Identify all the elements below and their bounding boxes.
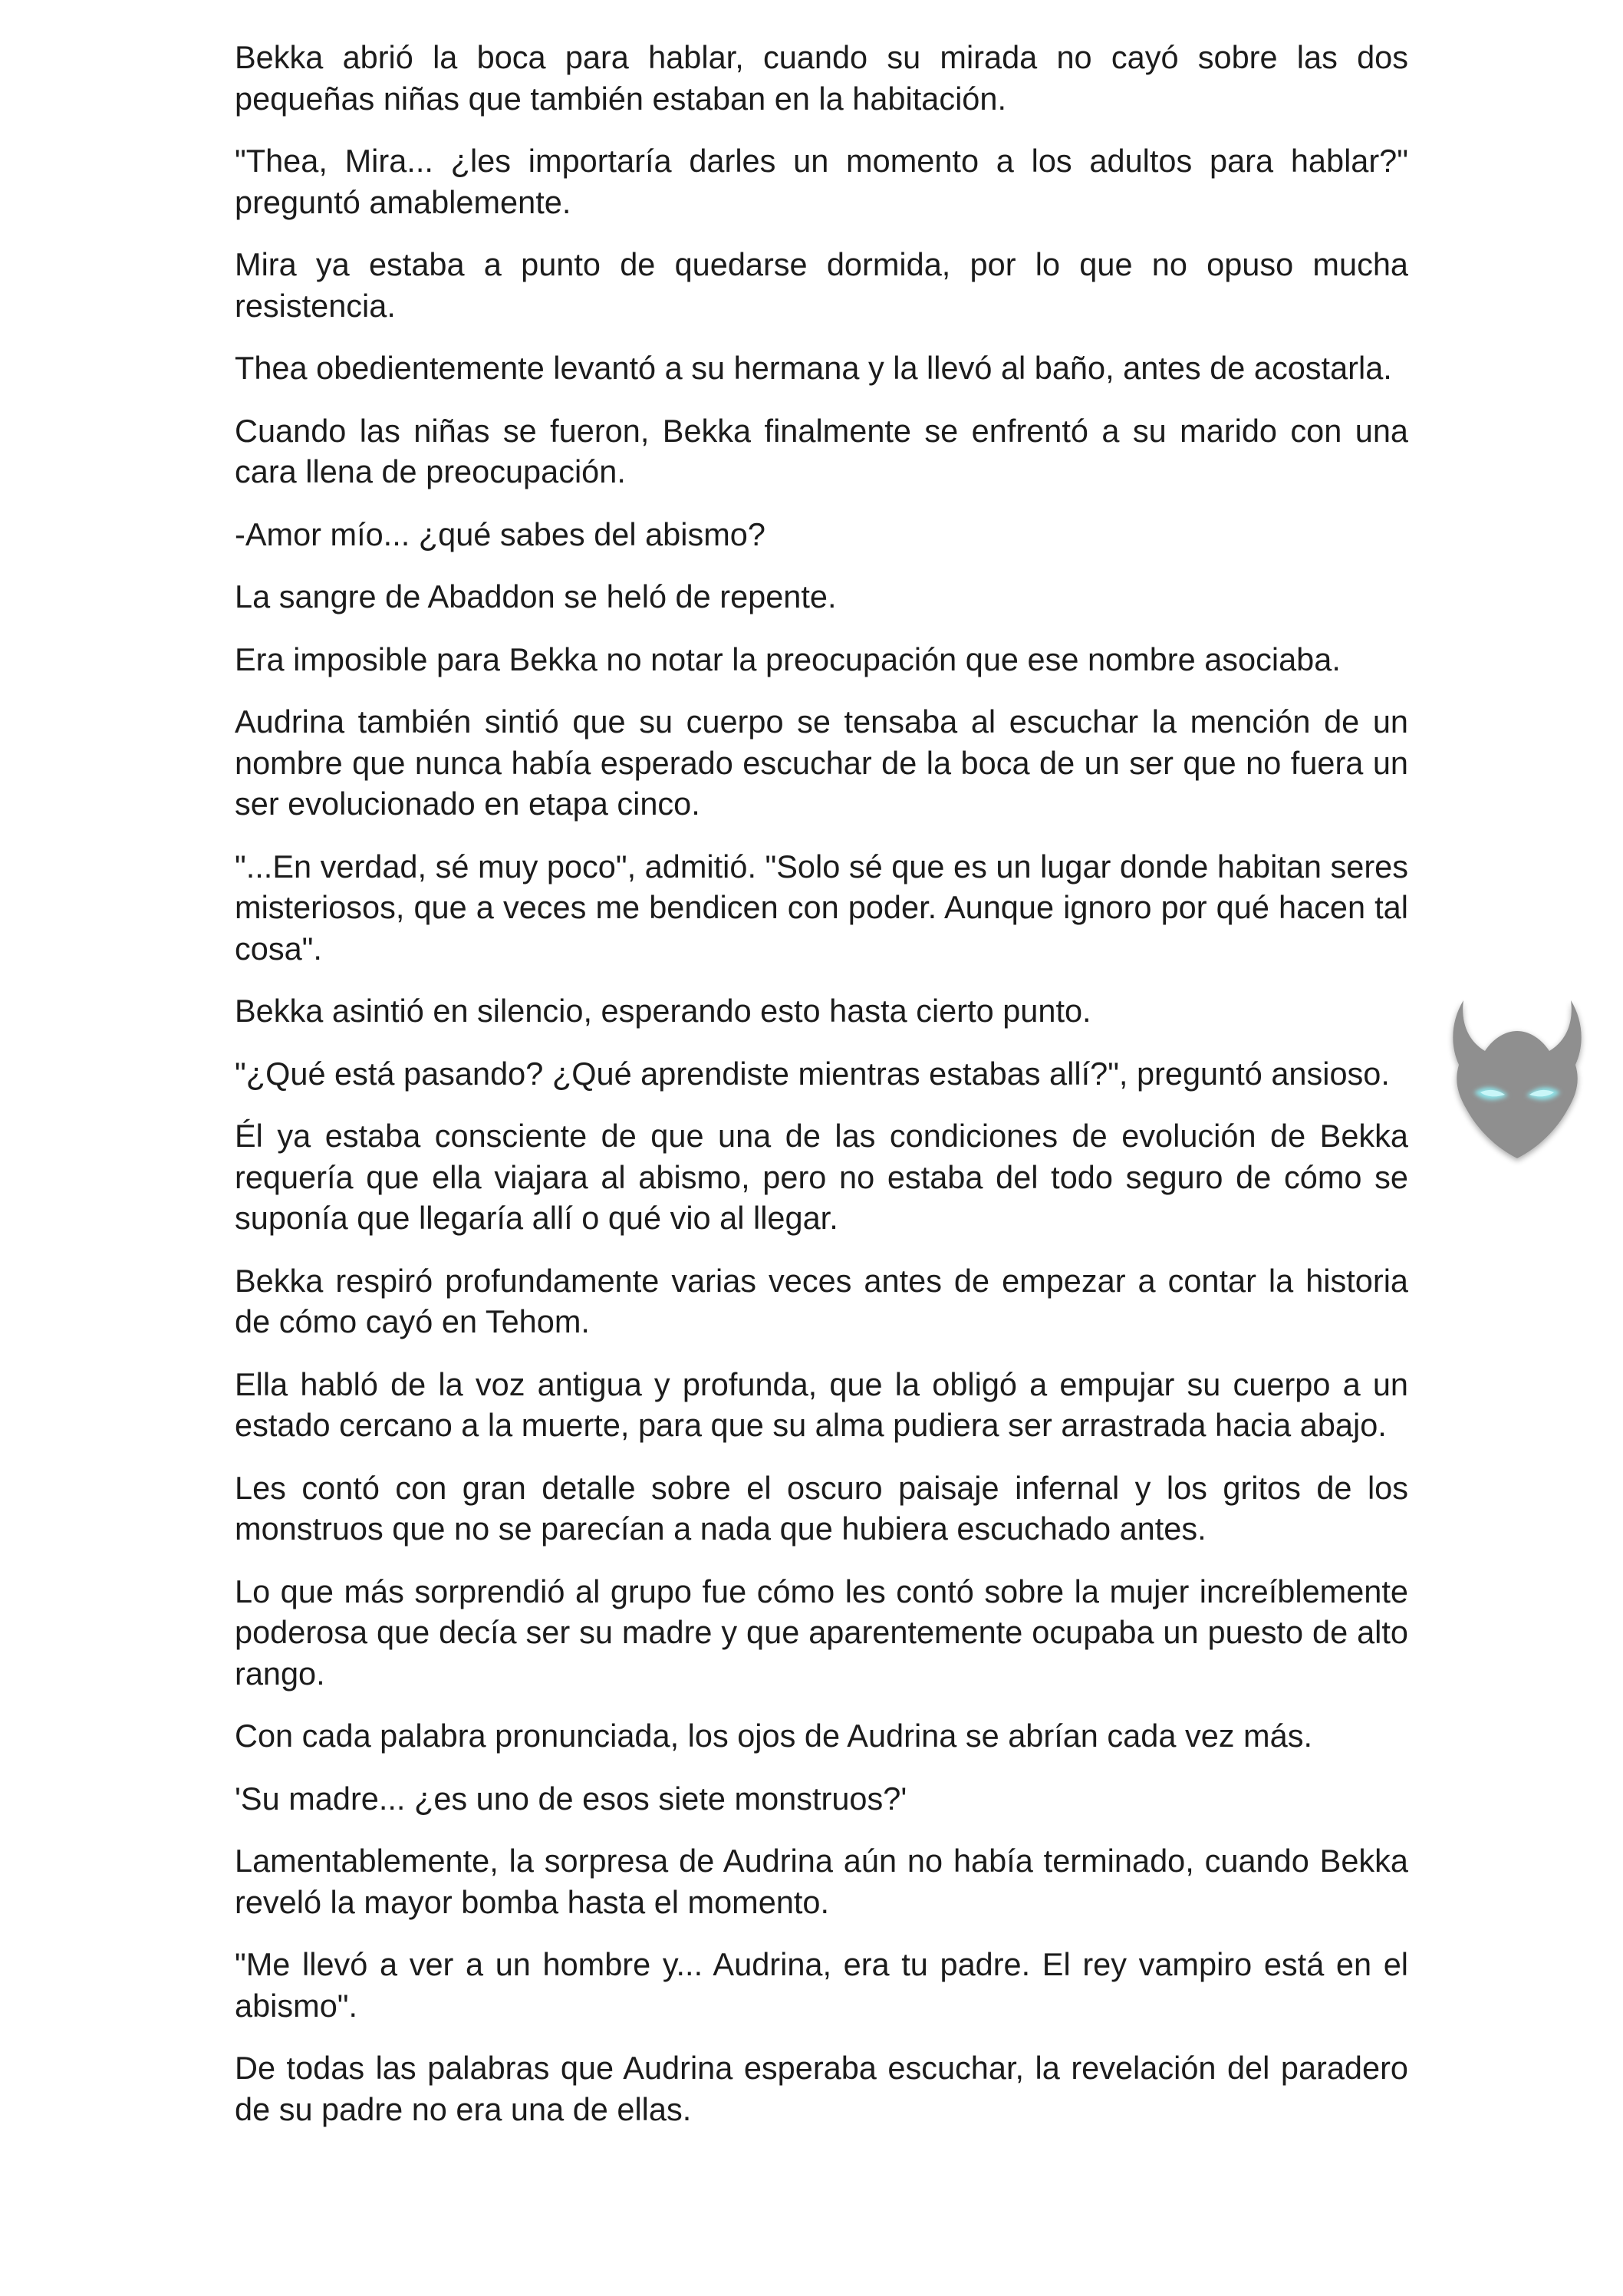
paragraph: Era imposible para Bekka no notar la preocupación que ese nombre asociaba. bbox=[235, 641, 1341, 677]
paragraph: Thea obedientemente levantó a su hermana y la llevó al baño, antes de acostarla. bbox=[235, 350, 1392, 386]
paragraph: Con cada palabra pronunciada, los ojos de Audrina se abrían cada vez más. bbox=[235, 1718, 1312, 1754]
paragraph: Ella habló de la voz antigua y profunda, que la obligó a empujar su cuerpo a un estado cercano a la muerte, para que su alma pudiera ser arrastrada hacia abajo. bbox=[235, 1365, 1408, 1443]
paragraph: Bekka respiró profundamente varias veces antes de empezar a contar la historia de cómo cayó en Tehom. bbox=[235, 1262, 1408, 1339]
paragraph: Mira ya estaba a punto de quedarse dormida, por lo que no opuso mucha resistencia. bbox=[235, 246, 1408, 324]
paragraph: Bekka abrió la boca para hablar, cuando su mirada no cayó sobre las dos pequeñas niñas que también estaban en la habitación. bbox=[235, 39, 1408, 117]
paragraph: -Amor mío... ¿qué sabes del abismo? bbox=[235, 516, 765, 552]
paragraph: Les contó con gran detalle sobre el oscuro paisaje infernal y los gritos de los monstruos que no se parecían a nada que hubiera escuchado antes. bbox=[235, 1469, 1408, 1547]
text-column bbox=[235, 37, 1408, 2151]
paragraph: Él ya estaba consciente de que una de las condiciones de evolución de Bekka requería que ella viajara al abismo, pero no estaba del todo seguro de cómo se suponía que llegaría allí o qué vio al llegar. bbox=[235, 1118, 1408, 1236]
paragraph: Bekka asintió en silencio, esperando esto hasta cierto punto. bbox=[235, 993, 1091, 1029]
paragraph: Lamentablemente, la sorpresa de Audrina aún no había terminado, cuando Bekka reveló la mayor bomba hasta el momento. bbox=[235, 1843, 1408, 1920]
demon-head-icon bbox=[1440, 994, 1594, 1171]
paragraph: 'Su madre... ¿es uno de esos siete monstruos?' bbox=[235, 1780, 907, 1817]
paragraph: "¿Qué está pasando? ¿Qué aprendiste mientras estabas allí?", preguntó ansioso. bbox=[235, 1055, 1390, 1092]
paragraph: La sangre de Abaddon se heló de repente. bbox=[235, 578, 837, 614]
paragraph: De todas las palabras que Audrina esperaba escuchar, la revelación del paradero de su padre no era una de ellas. bbox=[235, 2050, 1408, 2127]
paragraph: Cuando las niñas se fueron, Bekka finalmente se enfrentó a su marido con una cara llena de preocupación. bbox=[235, 412, 1408, 489]
paragraph: Lo que más sorprendió al grupo fue cómo les contó sobre la mujer increíblemente poderosa que decía ser su madre y que aparentemente ocupaba un puesto de alto rango. bbox=[235, 1573, 1408, 1692]
paragraph: "Thea, Mira... ¿les importaría darles un momento a los adultos para hablar?" preguntó amablemente. bbox=[235, 143, 1408, 220]
paragraph: "...En verdad, sé muy poco", admitió. "Solo sé que es un lugar donde habitan seres misteriosos, que a veces me bendicen con poder. Aunque ignoro por qué hacen tal cosa". bbox=[235, 848, 1408, 967]
paragraph: Audrina también sintió que su cuerpo se tensaba al escuchar la mención de un nombre que nunca había esperado escuchar de la boca de un ser que no fuera un ser evolucionado en etapa cinco. bbox=[235, 703, 1408, 822]
paragraph: "Me llevó a ver a un hombre y... Audrina, era tu padre. El rey vampiro está en el abismo". bbox=[235, 1946, 1408, 2024]
